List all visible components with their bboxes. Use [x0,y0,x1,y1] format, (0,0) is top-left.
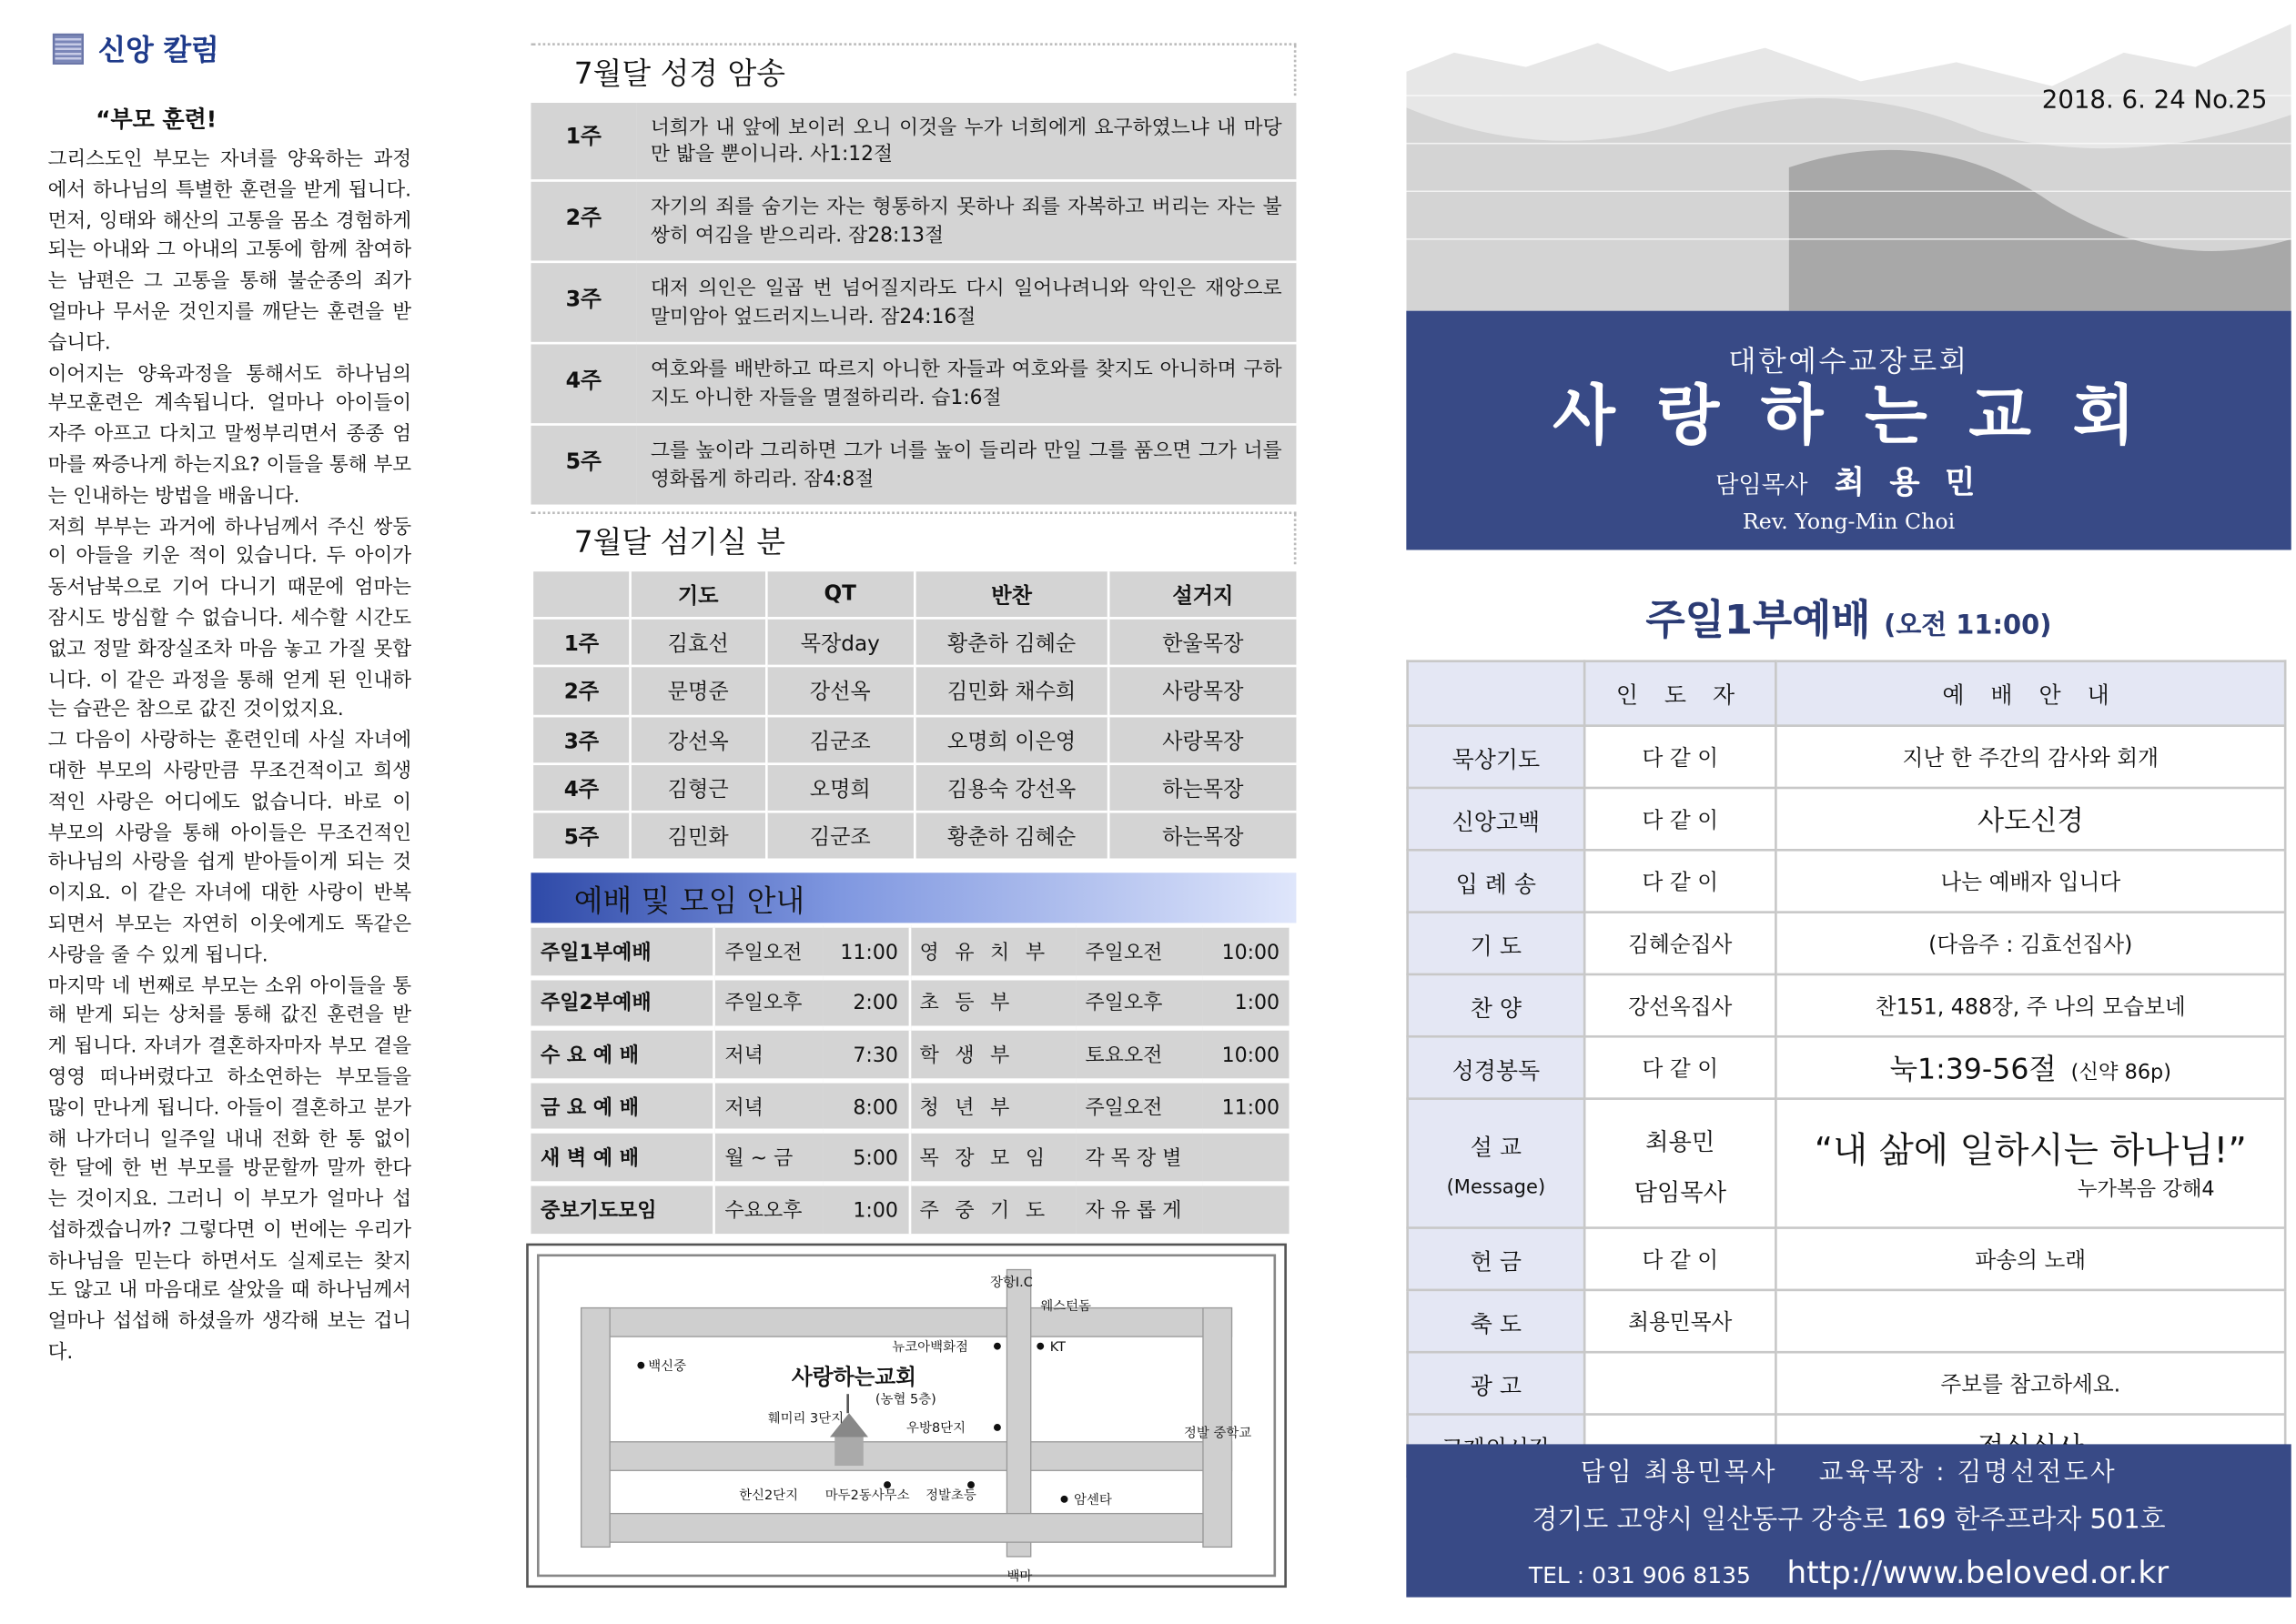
meeting-time: 1:00 [823,1184,909,1233]
order-leader [1584,850,1775,912]
worship-row [1408,850,2286,912]
dept-time: 1:00 [1204,977,1290,1029]
duty-cell: 김군조 [765,812,915,859]
duty-cell: 김형근 [631,763,765,812]
meeting-time: 8:00 [823,1080,909,1132]
memory-row [531,262,1296,343]
order-item [1408,850,1584,912]
duty-cell: 오명희 [765,763,915,812]
meeting-day: 월 ~ 금 [713,1132,822,1184]
duty-title: 7월달 섬기실 분 [531,511,1296,564]
map-label: 사랑하는교회 [791,1364,916,1390]
week-label: 2주 [531,180,636,261]
dept-time: 10:00 [1204,925,1290,977]
worship-title [1406,586,2291,646]
column-heading-text: 신앙 칼럼 [97,33,219,67]
duty-cell: 한울목장 [1108,619,1297,667]
meeting-name: 수 요 예 배 [531,1029,713,1081]
meeting-day: 수요오후 [713,1184,822,1233]
week-label: 3주 [532,715,631,763]
map-label: 한신2단지 [739,1488,799,1503]
order-leader [1584,1228,1775,1290]
duty-cell: 사랑목장 [1108,667,1297,715]
order-leader [1584,1036,1775,1098]
map-label: 뉴코아백화점 [892,1339,968,1355]
duty-cell: 하는목장 [1108,812,1297,859]
guide-text: (다음주 : 김효선집사) [1928,934,2133,959]
denomination: 대한예수교장로회 [1728,344,1969,378]
staff-line: 담임 최용민목사 교육목장 : 김명선전도사 [1580,1458,2118,1488]
meeting-name: 새 벽 예 배 [531,1132,713,1184]
meeting-row [531,1132,1289,1184]
meeting-name: 금 요 예 배 [531,1080,713,1132]
corner-cell [1408,661,1584,726]
meeting-row [531,977,1289,1029]
church-building-icon [830,1394,868,1466]
duty-cell: 문명준 [631,667,765,715]
pastor-line [1406,457,2291,502]
order-item [1408,788,1584,850]
column-paragraph: 이어지는 양육과정을 통해서도 하나님의 부모훈련은 계속됩니다. 얼마나 아이들이 자주 아프고 다치고 말썽부리면서 종종 엄마를 짜증나게 하는지요? 이들을 통해 부모는 인내하는 방법을 배웁니다. [47,359,412,507]
telephone: TEL : 031 906 8135 [1528,1563,1751,1590]
meetings-title [531,873,1296,923]
dept-day: 주일오후 [1076,977,1204,1029]
duty-cell: 김효선 [631,619,765,667]
meeting-row [531,1184,1289,1233]
order-guide [1775,788,2285,850]
duty-header: 반찬 [915,570,1108,619]
duty-row [532,812,1297,859]
guide-text: 찬151, 488장, 주 나의 모습보네 [1875,996,2186,1022]
duty-cell: 사랑목장 [1108,715,1297,763]
map-label: 웨스턴돔 [1040,1299,1092,1315]
column-heading [53,29,219,70]
duty-row [532,619,1297,667]
duty-row [532,715,1297,763]
worship-title-text: 주일1부예배 [1645,598,1871,646]
dept-day: 자 유 롭 게 [1076,1184,1204,1233]
order-item [1408,913,1584,974]
worship-row [1408,913,2286,974]
order-item-label: 헌 금 [1470,1249,1522,1276]
duty-header: 기도 [631,570,765,619]
dept-time [1204,1184,1290,1233]
issue-date: 2018. 6. 24 No.25 [2041,86,2268,116]
dept-name: 학 생 부 [909,1029,1076,1081]
memory-row [531,180,1296,261]
dept-name: 목 장 모 임 [909,1132,1076,1184]
duty-header: QT [765,570,915,619]
guide-sub: (신약 86p) [2070,1061,2171,1086]
duty-table [531,569,1296,858]
dept-name: 초 등 부 [909,977,1076,1029]
order-item-label: 성경봉독 [1451,1057,1541,1084]
worship-row [1408,1228,2286,1290]
leader-name: 최용민목사 [1628,1312,1733,1337]
guide-text: 지난 한 주간의 감사와 회개 [1902,748,2159,772]
header-band [1406,0,2291,311]
meeting-time: 11:00 [823,925,909,977]
week-label: 4주 [531,343,636,424]
order-guide [1775,1099,2285,1228]
map-label: 훼미리 3단지 [767,1411,845,1427]
meeting-time: 2:00 [823,977,909,1029]
duty-cell: 황춘하 김혜순 [915,812,1108,859]
memory-row [531,424,1296,504]
dept-day: 주일오전 [1076,1080,1204,1132]
leader-name: 다 같 이 [1642,748,1719,772]
order-leader [1584,1099,1775,1228]
dept-day: 주일오전 [1076,925,1204,977]
duty-cell: 하는목장 [1108,763,1297,812]
order-item [1408,1228,1584,1290]
duty-cell: 목장day [765,619,915,667]
pastor-label: 담임목사 [1714,473,1808,500]
church-footer [1406,1444,2291,1597]
church-banner [1406,311,2291,550]
church-name: 사 랑 하 는 교 회 [1553,379,2145,455]
leader-name: 다 같 이 [1642,1250,1719,1275]
worship-row [1408,974,2286,1036]
dept-time: 11:00 [1204,1080,1290,1132]
mountain-graphic [1406,0,2291,311]
order-item-label: 기 도 [1470,933,1522,961]
order-leader [1584,788,1775,850]
order-leader [1584,913,1775,974]
heading-square-icon [53,34,84,65]
order-item-label: 축 도 [1470,1311,1522,1338]
week-label: 4주 [532,763,631,812]
col-guide-header: 예 배 안 내 [1775,661,2285,726]
order-item-label: 입 례 송 [1455,871,1536,898]
duty-cell: 황춘하 김혜순 [915,619,1108,667]
map-label: 정발 중학교 [1183,1426,1252,1441]
leader-name: 강선옥집사 [1628,996,1733,1022]
map-label: 백마 [1006,1569,1033,1585]
order-guide [1775,1036,2285,1098]
duty-header [532,570,631,619]
leader-name: 최용민 [1645,1129,1715,1156]
verse-text: 대저 의인은 일곱 번 넘어질지라도 다시 일어나려니와 악인은 재앙으로 말미암아 엎드러지느니라. 잠24:16절 [636,262,1296,343]
order-item-label: 광 고 [1470,1373,1522,1400]
column-paragraph: 마지막 네 번째로 부모는 소위 아이들을 통해 받게 되는 상처를 통해 값진 훈련을 받게 됩니다. 자녀가 결혼하자마자 부모 곁을 영영 떠나버렸다고 하소연하는 부모들을 많이 만나게 됩니다. 아들이 결혼하고 분가해 나가더니 일주일 내내 전화 한 통 없이 한 달에 한 번 부모를 방문할까 말까 한다는 것이지요. 그러니 이 부모가 얼마나 섭섭하겠습니까? 그렇다면 이 번에는 우리가 하나님을 믿는다 하면서도 실제로는 찾지도 않고 내 마음대로 살았을 때 하나님께서 얼마나 섭섭해 하셨을까 생각해 보는 겁니다. [47,972,412,1364]
verse-text: 자기의 죄를 숨기는 자는 형통하지 못하나 죄를 자복하고 버리는 자는 불쌍히 여김을 받으리라. 잠28:13절 [636,180,1296,261]
pastor-name: 최 용 민 [1834,466,1983,502]
worship-time: (오전 11:00) [1884,610,2052,641]
memory-title: 7월달 성경 암송 [531,43,1296,96]
order-guide [1775,913,2285,974]
map-label: 우방8단지 [906,1421,966,1437]
leader-name: 다 같 이 [1642,810,1719,835]
guide-sub: 누가복음 강해4 [2077,1178,2215,1203]
order-guide [1775,1352,2285,1414]
meeting-name: 주일2부예배 [531,977,713,1029]
map-label: 백신중 [648,1358,687,1374]
meeting-row [531,925,1289,977]
duty-cell: 강선옥 [631,715,765,763]
duty-row [532,763,1297,812]
week-label: 3주 [531,262,636,343]
column-paragraph: 그리스도인 부모는 자녀를 양육하는 과정에서 하나님의 특별한 훈련을 받게 됩니다. 먼저, 잉태와 해산의 고통을 몸소 경험하게 되는 아내와 그 아내의 고통에 함께 참여하는 남편은 그 고통을 통해 불순종의 죄가 얼마나 무서운 것인지를 깨닫는 훈련을 받습니다. [47,146,412,354]
verse-text: 여호와를 배반하고 따르지 아니한 자들과 여호와를 찾지도 아니하며 구하지도 아니한 자들을 멸절하리라. 습1:6절 [636,343,1296,424]
duty-cell: 오명희 이은영 [915,715,1108,763]
worship-row [1408,788,2286,850]
church-map [526,1244,1287,1588]
duty-cell: 김민화 [631,812,765,859]
meeting-name: 중보기도모임 [531,1184,713,1233]
website-link[interactable]: http://www.beloved.or.kr [1786,1556,2170,1593]
guide-text: “내 삶에 일하시는 하나님!” [1814,1128,2247,1172]
dept-time: 10:00 [1204,1029,1290,1081]
leader-name: 김혜순집사 [1628,934,1733,959]
week-label: 1주 [532,619,631,667]
guide-text: 눅1:39-56절 [1889,1052,2057,1086]
meeting-time: 5:00 [823,1132,909,1184]
guide-text: 사도신경 [1977,802,2084,836]
dept-name: 영 유 치 부 [909,925,1076,977]
col-lead-header: 인 도 자 [1584,661,1775,726]
order-item [1408,726,1584,788]
order-item [1408,1036,1584,1098]
order-leader [1584,974,1775,1036]
order-guide [1775,850,2285,912]
meetings-table [531,923,1289,1233]
dept-name: 청 년 부 [909,1080,1076,1132]
address-line: 경기도 고양시 일산동구 강송로 169 한주프라자 501호 [1532,1504,2166,1536]
order-guide [1775,974,2285,1036]
contact-line [1406,1547,2291,1592]
meeting-day: 저녁 [713,1029,822,1081]
dept-day: 각 목 장 별 [1076,1132,1204,1184]
week-label: 1주 [531,102,636,181]
order-item-label: 찬 양 [1470,995,1522,1023]
verse-text: 그를 높이라 그리하면 그가 너를 높이 들리라 만일 그를 품으면 그가 너를 영화롭게 하리라. 잠4:8절 [636,424,1296,504]
meeting-name: 주일1부예배 [531,925,713,977]
meeting-day: 주일오후 [713,977,822,1029]
meeting-time: 7:30 [823,1029,909,1081]
worship-row [1408,1352,2286,1414]
week-label: 5주 [532,812,631,859]
order-item-label: 신앙고백 [1451,809,1541,836]
column-subtitle: “부모 훈련! [96,107,217,135]
order-guide [1775,726,2285,788]
memory-row [531,343,1296,424]
meeting-row [531,1080,1289,1132]
order-item-label: 묵상기도 [1451,747,1541,774]
worship-row [1408,1290,2286,1352]
order-item [1408,974,1584,1036]
duty-cell: 김민화 채수희 [915,667,1108,715]
dept-time [1204,1132,1290,1184]
column-paragraph: 그 다음이 사랑하는 훈련인데 사실 자녀에 대한 부모의 사랑만큼 무조건적이고 희생적인 사랑은 어디에도 없습니다. 바로 이 부모의 사랑을 통해 아이들은 무조건적인 하나님의 사랑을 쉽게 받아들이게 되는 것이지요. 이 같은 자녀에 대한 사랑이 반복되면서 부모는 자연히 이웃에게도 똑같은 사랑을 줄 수 있게 됩니다. [47,727,412,966]
duty-row [532,667,1297,715]
map-label: KT [1049,1339,1066,1355]
guide-text: 주보를 참고하세요. [1940,1375,2121,1399]
worship-row [1408,726,2286,788]
order-item-sub: (Message) [1446,1176,1546,1198]
dept-day: 토요오전 [1076,1029,1204,1081]
week-label: 2주 [532,667,631,715]
map-label: 마두2동사무소 [824,1488,910,1503]
meetings-title-text: 예배 및 모임 안내 [573,881,805,917]
meeting-row [531,1029,1289,1081]
verse-text: 너희가 내 앞에 보이러 오니 이것을 누가 너희에게 요구하였느냐 내 마당만 밟을 뿐이니라. 사1:12절 [636,102,1296,181]
week-label: 5주 [531,424,636,504]
map-label: 장항I.C [990,1275,1033,1290]
guide-text: 나는 예배자 입니다 [1940,873,2121,897]
guide-text: 파송의 노래 [1975,1250,2087,1275]
order-leader [1584,726,1775,788]
meeting-day: 저녁 [713,1080,822,1132]
column-body [48,144,411,1367]
memory-verse-table [531,100,1296,504]
order-guide [1775,1290,2285,1352]
leader-title: 담임목사 [1633,1179,1727,1206]
map-label: 정발초등 [925,1488,976,1503]
leader-name: 다 같 이 [1642,1059,1719,1084]
order-item-label: 설 교 [1470,1135,1522,1163]
duty-cell: 김군조 [765,715,915,763]
leader-name: 다 같 이 [1642,873,1719,897]
order-leader [1584,1352,1775,1414]
map-label: (농협 5층) [875,1392,936,1407]
duty-cell: 강선옥 [765,667,915,715]
order-item [1408,1352,1584,1414]
worship-row [1408,1036,2286,1098]
order-item [1408,1290,1584,1352]
meeting-day: 주일오전 [713,925,822,977]
dept-name: 주 중 기 도 [909,1184,1076,1233]
worship-order-table [1406,660,2286,1478]
order-guide [1775,1228,2285,1290]
worship-row [1408,1099,2286,1228]
duty-header: 설거지 [1108,570,1297,619]
order-leader [1584,1290,1775,1352]
memory-row [531,102,1296,181]
map-drawing [529,1246,1290,1589]
order-item [1408,1099,1584,1228]
pastor-english: Rev. Yong-Min Choi [1742,511,1956,536]
column-paragraph: 저희 부부는 과거에 하나님께서 주신 쌍둥이 아들을 키운 적이 있습니다. 두 아이가 동서남북으로 기어 다니기 때문에 엄마는 잠시도 방심할 수 없습니다. 세수할 시간도 없고 정말 화장실조차 마음 놓고 가질 못합니다. 이 같은 과정을 통해 얻게 된 인내하는 습관은 참으로 값진 것이었지요. [47,512,412,721]
map-label: 암센타 [1074,1493,1112,1508]
duty-cell: 김용숙 강선옥 [915,763,1108,812]
